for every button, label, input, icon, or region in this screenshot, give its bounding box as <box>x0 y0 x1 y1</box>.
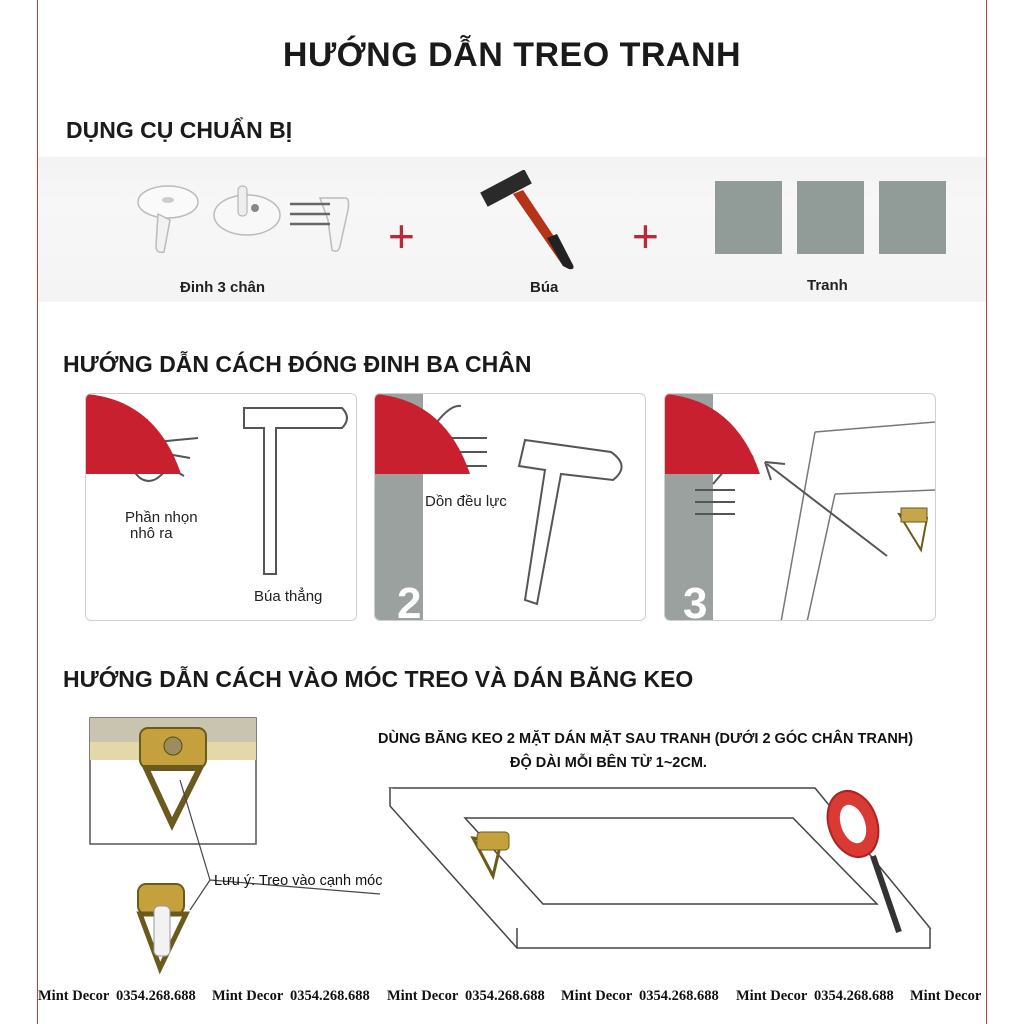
tape-instruction-line1: DÙNG BĂNG KEO 2 MẶT DÁN MẶT SAU TRANH (DƯỚI 2 GÓC CHÂN TRANH) <box>378 731 914 747</box>
step-2-number: 2 <box>397 579 422 621</box>
footer-brand: Mint Decor <box>212 988 284 1004</box>
nail-label: Đinh 3 chân <box>180 279 266 296</box>
step-2-badge <box>375 394 470 474</box>
frame-back-tape-image <box>385 780 945 960</box>
page-title: HƯỚNG DẪN TREO TRANH <box>282 36 742 74</box>
nail-image-3 <box>290 198 349 251</box>
picture-frame-1 <box>715 181 782 254</box>
picture-label: Tranh <box>807 277 848 294</box>
plus-sign-2: + <box>632 210 659 262</box>
hammer-image <box>475 170 585 275</box>
footer-brand: Mint Decor <box>38 988 110 1004</box>
section-hook-heading: HƯỚNG DẪN CÁCH VÀO MÓC TREO VÀ DÁN BĂNG KEO <box>63 666 694 692</box>
footer-phone: 0354.268.688 <box>290 988 370 1004</box>
step-1-badge <box>86 394 181 474</box>
step-panel-2 <box>374 393 646 621</box>
step-panel-1 <box>85 393 357 621</box>
hook-note: Lưu ý: Treo vào cạnh móc <box>214 873 383 889</box>
three-leg-nail-images <box>130 180 355 260</box>
footer-brand: Mint Decor <box>561 988 633 1004</box>
picture-frame-2 <box>797 181 864 254</box>
hammer-label: Búa <box>530 279 559 296</box>
footer-phone: 0354.268.688 <box>465 988 545 1004</box>
section-tools-heading: DỤNG CỤ CHUẨN BỊ <box>66 117 293 143</box>
section-nail-heading: HƯỚNG DẪN CÁCH ĐÓNG ĐINH BA CHÂN <box>63 351 532 377</box>
step-3-number: 3 <box>683 579 708 621</box>
footer-brand: Mint Decor <box>910 988 982 1004</box>
step-1-text-c: Búa thẳng <box>254 588 323 605</box>
footer-phone: 0354.268.688 <box>116 988 196 1004</box>
note-pointer-lines <box>170 780 410 920</box>
picture-frame-3 <box>879 181 946 254</box>
plus-sign-1: + <box>388 210 415 262</box>
footer-phone: 0354.268.688 <box>814 988 894 1004</box>
nail-image-2 <box>214 186 280 235</box>
step-panel-3 <box>664 393 936 621</box>
tape-instruction-line2: ĐỘ DÀI MỖI BÊN TỪ 1~2CM. <box>510 755 707 771</box>
footer-brand: Mint Decor <box>736 988 808 1004</box>
footer-brand: Mint Decor <box>387 988 459 1004</box>
step-3-badge <box>665 394 760 474</box>
step-1-text-a: Phần nhọn <box>125 509 198 526</box>
step-1-text-b: nhô ra <box>130 525 173 542</box>
footer-phone: 0354.268.688 <box>639 988 719 1004</box>
nail-image-1 <box>138 186 198 252</box>
step-1-number: 1 <box>110 579 135 621</box>
step-2-text-a: Dồn đều lực <box>425 493 507 510</box>
